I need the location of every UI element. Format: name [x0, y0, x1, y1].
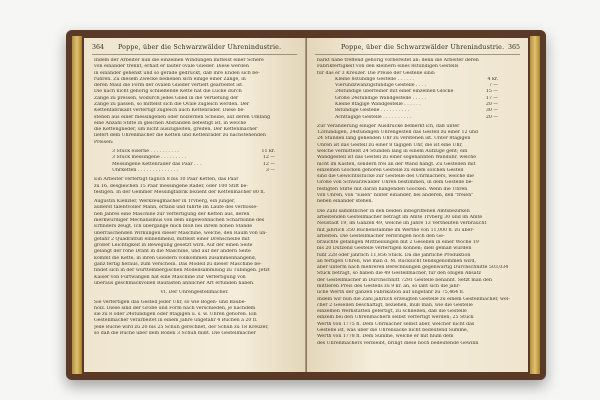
- right-header-rule: [315, 54, 520, 55]
- text-line: Kettenfabrikant verfertigt zugleich auch Kettenräder. Diese be-: [94, 108, 245, 114]
- text-line: arbeiten. Die Gestellmacher verbringen noch den Ge-: [317, 233, 445, 239]
- text-line: eine Anzahl Stifte in gleichen Abständen befestigt ist, in welche: [94, 120, 247, 126]
- text-line: rühren. Zu diesem Zwecke bedienen sich einige einer Zange, in: [94, 76, 246, 82]
- right-page-number: 365: [507, 44, 520, 51]
- text-line: von Uhren, von "Eisen" hinter einander, bei anderen, den "freien": [317, 193, 474, 198]
- price-value: 15 —: [485, 89, 498, 95]
- price-value: 20 —: [485, 101, 498, 107]
- text-line: Gestellmacher verarbeitet in einem Jahre ungefähr 4 Buchen à 20 fl.: [94, 318, 258, 324]
- price-value: 30 —: [485, 108, 498, 114]
- text-line: Kaiser von Furtwangen hat eine Maschine zur Verfertigung von: [94, 274, 246, 280]
- price-row: [317, 77, 518, 83]
- text-line: einzelnen Werkstätten gefertigt, zu schließen, daß die Gestelle: [317, 309, 467, 315]
- right-page: [307, 38, 528, 372]
- price-row: [317, 108, 518, 114]
- text-line: sie zu 8 oder 24stündigen oder 8tägigen u. s. w. Uhren gehören. Ein: [94, 312, 257, 318]
- price-label: Vierundzwanzigstündige Gestelle . . . .: [335, 83, 427, 89]
- text-line: Indem wir nun die Zahl jährlich erzeugten Gestelle zu einem Gestellmacher, wel-: [317, 296, 510, 302]
- price-value: 11 kr.: [261, 149, 275, 155]
- price-label: 8stündige Gestelle . . . . . . . . . .: [335, 108, 410, 114]
- open-book: [66, 30, 546, 380]
- text-line: großer Leichtigkeit in Bewegung gesetzt wird. Auf der einen Seite: [94, 243, 253, 249]
- price-row: [317, 83, 518, 89]
- text-line: holz. Diese sind der Größe und Form nach verschieden, je nachdem: [94, 305, 256, 311]
- section-heading: VI. Der Uhrengestellmacher.: [160, 290, 229, 296]
- left-page-body: [94, 58, 295, 366]
- text-line: Zange zu passen, so mittelst sich die Ovale zugleich werden. Der: [94, 101, 249, 107]
- text-line: Werth von 1775 fl. Dem Uhrmacher selbst aber, welcher nicht das: [317, 321, 475, 327]
- price-label: 3 Stück eiserne . . . . . . . . . .: [112, 149, 179, 155]
- page-edge-left: [72, 36, 82, 374]
- price-value: 3 —: [265, 167, 275, 173]
- text-line: festigen. In der Gemmer Messingfabrik bezieht der Kettenmacher 80 fl.: [94, 189, 265, 195]
- text-line: 24 Stunden lang gehenden Uhr zu verstehen ist. Unter 8tägigen: [317, 136, 471, 142]
- text-line: cher 2 Gesellen beschäftigt, beziehen, muß man, wie die Gestelle: [317, 302, 473, 308]
- text-line: Ein Arbeiter verfertigt täglich 8 bis 10 Paar Ketten, das Paar: [94, 177, 239, 183]
- price-value: 17 —: [485, 95, 498, 101]
- price-label: Kleine 8stündige Gestelle . . . . . .: [335, 76, 414, 82]
- text-line: der Gestellmacher in Durchschnitt 7291 Gestelle benannt. Setzt man den: [317, 277, 492, 283]
- left-page-header: [92, 44, 297, 54]
- left-page-number: 364: [92, 44, 105, 51]
- text-line: festigten Stifte mit daran hängenden Glocken. Wenn die Uhren: [317, 186, 468, 192]
- left-header-rule: [92, 54, 297, 55]
- text-line: stehen aus einer messingenen oder hölzernen Scheibe, auf deren Umfang: [94, 114, 271, 120]
- text-line: liefert dem Uhrenmacher die Ketten und Kettenräder zu nachstehenden: [94, 133, 266, 139]
- text-line: für das er 3 Kreuzer. Die Preise der Gestelle sind:: [317, 70, 436, 76]
- text-line: sind die Gewichtsstücke zur Gestelle des Uhrmachers, welche die: [317, 174, 474, 180]
- left-page: [84, 38, 305, 372]
- text-line: Erfinders zeugt. Ich übergange mich bloß bei ihrem hohen Stande: [94, 224, 253, 230]
- price-row: [317, 89, 518, 95]
- price-label: 3 Stück messingene . . . . . . . . .: [112, 155, 187, 161]
- text-line: liche Werth der ganzen Fabrikation auf ungefähr zu 75,464 fl.: [317, 290, 465, 296]
- page-edge-right: [530, 36, 540, 374]
- text-line: barkt nahe treffend gehörig vorbereitet an: denn die Arbeiter deren: [317, 58, 479, 63]
- text-line: fünf 228 oder jährlich 11,856 Stück. Da die jährliche Produktion: [317, 252, 471, 258]
- left-running-head: Poppe, über die Schwarzwälder Uhrenindustrie.: [118, 44, 282, 51]
- text-line: Wandgestell ist das Gestell zu einer sogenannten Wanduhr, welche: [317, 155, 477, 161]
- text-line: Indem der Arbeiter nun die einzelnen Windungen mittelst einer Schere: [94, 58, 264, 63]
- text-line: aber unterm nach mehreren Berechnungen gegenwärtig Durchschnitte 503,034: [317, 265, 509, 271]
- price-label: Kleine 8tägige Wandgestelle . . . . . .: [335, 101, 421, 107]
- text-line: Jede Buche wird zu 20 bis 25 Schuh gerechnet, der Schuh zu 18 Kreuzer,: [94, 324, 269, 330]
- text-line: einzeln bei den Uhrenmachern selbst verfertigt werden; 25 Stück: [317, 315, 474, 321]
- text-line: deren Maul die Form der ovalen Glieder vertieft gearbeitet ist.: [94, 83, 244, 89]
- text-line: Fabrikfertigkeit von den kleinern eines 8stündigen Gestells: [317, 64, 459, 70]
- text-line: ganz fertig heraus, zum Verschein. Das Modell zu dieser Maschine be-: [94, 262, 262, 267]
- text-line: in einander gehenkt und so gerade gedrückt, daß ihre Enden sich be-: [94, 70, 260, 76]
- text-line: von einander trennt, erhält er lauter ovale Glieder. Diese werden: [94, 64, 249, 70]
- price-row: [94, 168, 295, 174]
- text-line: nicht im Kasten, sondern frei an der Wand hängt. Zu Gestellen mit: [317, 161, 476, 167]
- text-line: Zur Veränderung einiger Ausdrücke bemerkt ich, daß unter: [317, 123, 460, 129]
- text-line: Stück beträgt, so haben die 49 Gestellmacher, für den obigen Absatz: [317, 271, 481, 277]
- price-label: Achttägige Gestelle . . . . . . . . . .: [335, 114, 412, 120]
- price-row: [317, 115, 518, 121]
- text-line: Die nach nicht gehörig schließende Kette hat die Lücke durch: [94, 89, 242, 95]
- price-row: [94, 149, 295, 155]
- text-line: an fertigen Uhren, wie man d. M. Rücksicht tendsgenommen wird,: [317, 258, 477, 264]
- text-line: Werth von 1778 fl. Dem Summe, welche er mit hlum dem: [317, 334, 454, 340]
- right-running-head: Poppe, über die Schwarzwälder Uhrenindustrie.: [341, 44, 505, 51]
- price-row: [94, 155, 295, 161]
- text-line: gelangt der rohe Draht in die Maschine, und auf der andern Seite: [94, 249, 251, 255]
- text-line: merkwürdiger Mechanismus von dem ungewöhnlichen Scharfsinne des: [94, 218, 265, 224]
- text-line: mit jährlich 350 Buchenstämme im Werthe von 11,000 fl. zu über-: [317, 227, 475, 233]
- text-line: zu 16, desgleichen 15 Paar messingene Räder, oder 100 Stift be-: [94, 183, 248, 189]
- text-line: arbeitenden Gestellmacher beträgt im Amte Trvberg 30 und im Amte: [317, 214, 483, 220]
- text-line: des Uhrenmachers verbleibt, bringt diese noch bedeutende Gewinn: [317, 340, 479, 346]
- text-line: Größe von Schwarzwälder Uhren bestimmen, in dem Gestelle be-: [317, 180, 474, 186]
- price-value: 20 —: [485, 114, 498, 120]
- text-line: neben einander stehen.: [317, 199, 374, 205]
- text-line: Uhren ist das Gestell zu einer 8 tägigen Uhr, die ist eine Uhr,: [317, 142, 463, 148]
- text-line: brauchte gefälligen Mittheilungen mit 2 Gesellen in einer Woche 19: [317, 240, 479, 246]
- text-line: Zange zu pressen, wodurch jedes Glied in die Vertiefung der: [94, 95, 239, 101]
- text-line: überraschenden Wirkungen dieser Maschine, welche, den Raum von un-: [94, 230, 267, 236]
- text-line: kommt die Kette, in ihren Gliedern vollkommen zusammenhängend,: [94, 255, 257, 261]
- text-line: so daß die Buche über dem Boden 3 Schuh mißt. Die Gestellmacher: [94, 331, 256, 336]
- text-line: nen Jahres eine Maschine zur Verfertigung der Ketten aus, deren: [94, 211, 250, 217]
- text-line: Neustadt 19, im Ganzen 49, welche im Jahre 13 Vertheilten verbraucht: [317, 221, 487, 227]
- price-label: Große 24stündige Wandgestelle . . . . .: [335, 95, 426, 101]
- price-value: 4 kr.: [487, 76, 498, 82]
- price-value: 7 —: [488, 83, 498, 89]
- text-line: Sie verfertigen das Gestell jeder Uhr, so wie Bogen- und Baube-: [94, 299, 246, 305]
- text-line: Preisen:: [94, 139, 114, 145]
- text-line: überaus geschmackvollen Baufasten ähnlicher Art erfunden haben.: [94, 280, 255, 286]
- text-line: Gestelle ist, was über die Uhrensacke nicht bedeutend Summe,: [317, 328, 469, 333]
- text-line: findet sich in der württembergischen Modellsammlung zu Tübingen. Jetzt: [94, 268, 270, 274]
- text-line: gefähr 2 Quadratfuß einnehmend, mittelst einer Drehscheibe mit: [94, 236, 250, 242]
- text-line: bis 20 Dutzend Gestelle verfertigen können; dieß gemäß würden: [317, 246, 472, 252]
- text-line: welche vermittelst 24 Stunden lang in einem Aufzuge geht; ein: [317, 149, 468, 155]
- text-line: äußerst talentvoller Mann, erfand und führte im Laufe des verflosse-: [94, 205, 258, 211]
- text-line: mittleren Preis des Gestells zu 9 kr. an, so läßt sich die jähr-: [317, 284, 461, 290]
- price-label: 24stündige überfeiner mit einer einzelnen Glocke: [335, 89, 454, 95]
- price-row: [317, 102, 518, 108]
- price-value: 12 —: [262, 161, 275, 167]
- right-page-body: [317, 58, 518, 366]
- price-value: 12 —: [262, 155, 275, 161]
- text-line: einzelnen Glocken gehören Gestelle zu einem solchen Gestell: [317, 167, 464, 173]
- price-row: [317, 96, 518, 102]
- price-label: Messingene Kettenräder das Paar . . .: [112, 161, 202, 167]
- text-line: Die Zahl sämmtlicher in den beiden inbegriffenen Amtsbezirken: [317, 208, 470, 214]
- text-line: 12stündigen, 24stündigen Uhrengestell das Gestell zu einer 12 und: [317, 130, 479, 136]
- text-line: die Kettenglieder, um nicht auszugleiten, greifen. Der Kettenmacher: [94, 127, 258, 133]
- right-page-header: [315, 44, 520, 54]
- price-label: Uhrketten . . . . . . . . . . . . . .: [112, 167, 179, 173]
- text-line: Augustin Kienzler, Werkzeugmacher in Trvberg, ein junger,: [94, 199, 236, 205]
- price-row: [94, 162, 295, 168]
